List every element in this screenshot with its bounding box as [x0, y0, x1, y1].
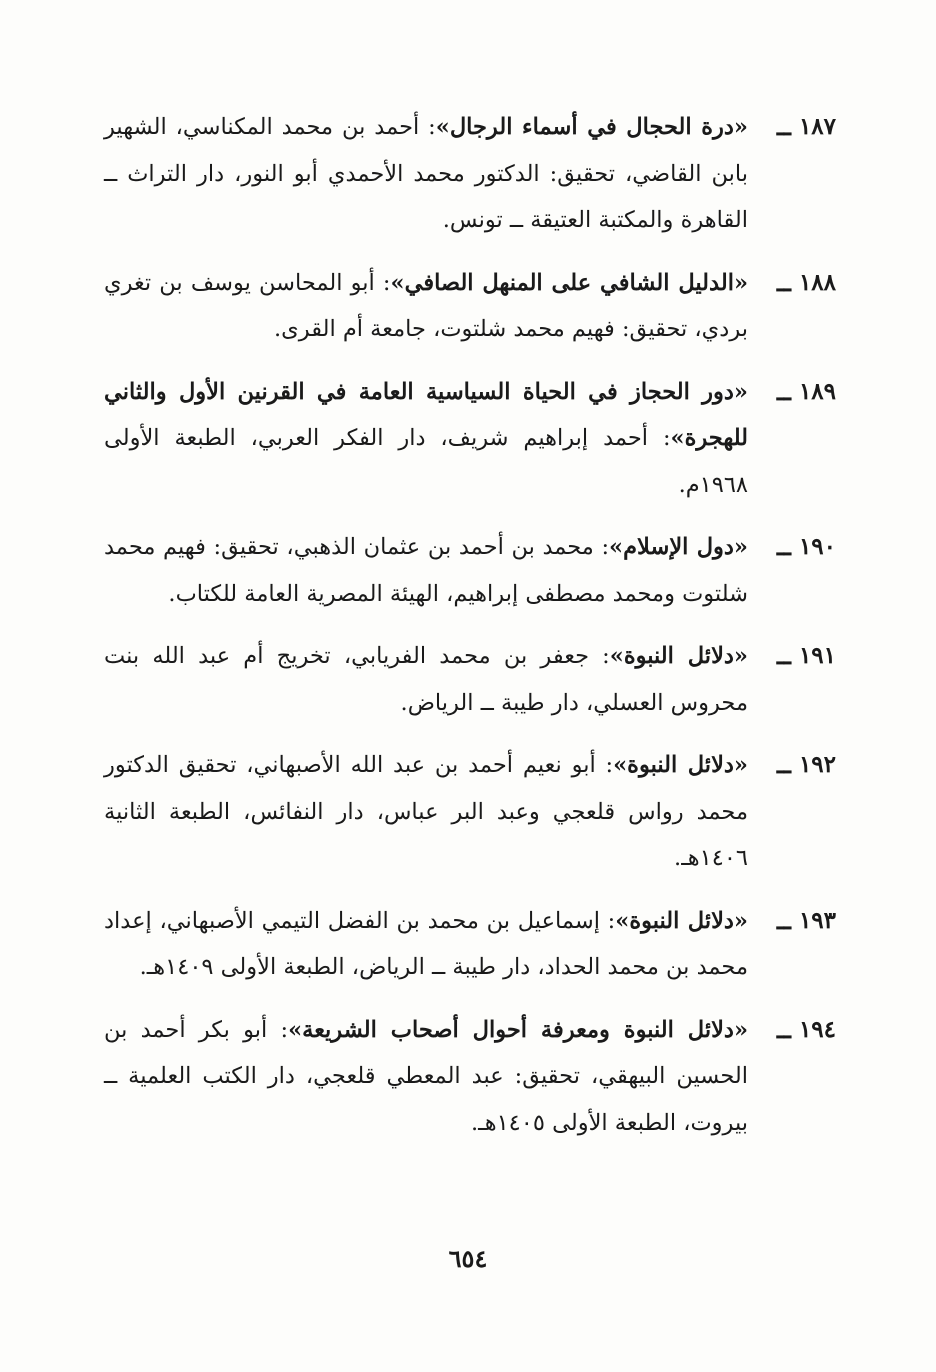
entry-number: ١٨٩ [798, 377, 836, 405]
entry-details: : محمد بن أحمد بن عثمان الذهبي، تحقيق: فهيم محمد شلتوت ومحمد مصطفى إبراهيم، الهيئة المصرية العامة للكتاب. [104, 534, 748, 607]
bibliography-entry [104, 1007, 836, 1147]
entry-dash: ــ [776, 750, 791, 779]
entry-details: : أبو نعيم أحمد بن عبد الله الأصبهاني، تحقيق الدكتور محمد رواس قلعجي وعبد البر عباس، دار النفائس، الطبعة الثانية ١٤٠٦هـ. [104, 752, 748, 871]
entry-number: ١٩١ [798, 642, 836, 669]
entry-title: «دلائل النبوة» [615, 907, 748, 934]
entry-number: ١٩٢ [798, 751, 836, 778]
entry-details: : أحمد بن محمد المكناسي، الشهير بابن القاضي، تحقيق: الدكتور محمد الأحمدي أبو النور، دار التراث ــ القاهرة والمكتبة العتيقة ــ تونس. [104, 114, 748, 233]
bibliography-entry [104, 742, 836, 882]
bibliography-entry [104, 104, 836, 244]
entry-number: ١٩٤ [798, 1015, 836, 1043]
entry-title: «دلائل النبوة» [613, 752, 748, 778]
entry-dash: ــ [776, 112, 791, 141]
entry-dash: ــ [776, 905, 791, 935]
entry-number: ١٨٧ [798, 113, 836, 140]
entry-details: : أبو المحاسن يوسف بن تغري بردي، تحقيق: فهيم محمد شلتوت، جامعة أم القرى. [104, 269, 748, 342]
entry-title: «دلائل النبوة ومعرفة أحوال أصحاب الشريعة» [288, 1016, 749, 1043]
entry-dash: ــ [776, 641, 791, 670]
entry-dash: ــ [776, 532, 791, 561]
entry-title: «دور الحجاز في الحياة السياسية العامة في القرنين الأول والثاني للهجرة» [104, 378, 748, 451]
entry-details: : جعفر بن محمد الفريابي، تخريج أم عبد الله بنت محروس العسلي، دار طيبة ــ الرياض. [104, 643, 748, 716]
bibliography-entry [104, 260, 836, 353]
page-number: ٦٥٤ [448, 1244, 488, 1273]
entry-dash: ــ [776, 1014, 791, 1044]
bibliography-entry [104, 633, 836, 726]
entry-details: : إسماعيل بن محمد بن الفضل التيمي الأصبهاني، إعداد محمد بن محمد الحداد، دار طيبة ــ الرياض، الطبعة الأولى ١٤٠٩هـ. [104, 907, 748, 980]
entry-title: «درة الحجال في أسماء الرجال» [435, 114, 748, 140]
bibliography-entry [104, 524, 836, 617]
entry-title: «دلائل النبوة» [609, 643, 748, 669]
bibliography-entry [104, 369, 836, 509]
entry-dash: ــ [776, 267, 791, 297]
bibliography-entry [104, 898, 836, 991]
entry-number: ١٩٣ [798, 906, 836, 934]
entry-number: ١٩٠ [798, 533, 836, 560]
bibliography-list [104, 104, 836, 1162]
entry-dash: ــ [776, 376, 791, 406]
entry-title: «دول الإسلام» [609, 534, 748, 560]
entry-details: : أبو بكر أحمد بن الحسين البيهقي، تحقيق: عبد المعطي قلعجي، دار الكتب العلمية ــ بيروت، الطبعة الأولى ١٤٠٥هـ. [104, 1016, 748, 1136]
entry-details: : أحمد إبراهيم شريف، دار الفكر العربي، الطبعة الأولى ١٩٦٨م. [104, 425, 748, 498]
entry-title: «الدليل الشافي على المنهل الصافي» [390, 269, 749, 296]
entry-number: ١٨٨ [798, 268, 836, 296]
